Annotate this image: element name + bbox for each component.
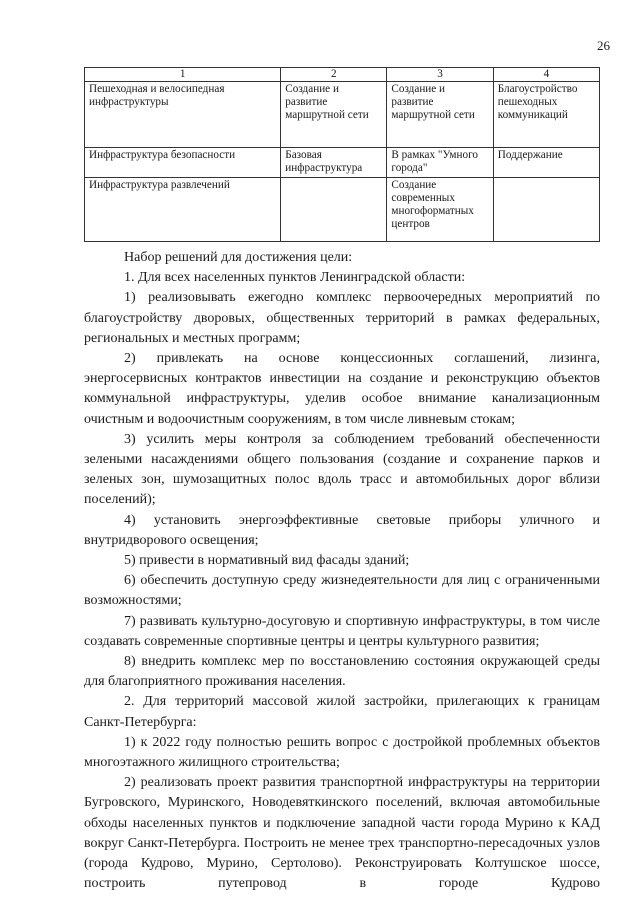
table-row xyxy=(85,148,600,178)
table-cell xyxy=(493,178,599,242)
paragraph: 6) обеспечить доступную среду жизнедеятельности для лиц с ограниченными возможностями; xyxy=(84,573,600,609)
paragraph: Набор решений для достижения цели: xyxy=(124,250,353,265)
table-header-cell: 1 xyxy=(85,68,281,82)
paragraph: 1) к 2022 году полностью решить вопрос с достройкой проблемных объектов многоэтажного жилищного строительства; xyxy=(84,734,600,771)
paragraph: 2) привлекать на основе концессионных соглашений, лизинга, энергосервисных контрактов инвестиции на создание и реконструкцию объектов коммунальной инфраструктуры, уделив особое внимание канализационным очистным и водоочистным сооружениям, в том числе ливневым стокам; xyxy=(84,351,600,427)
paragraph: 2. Для территорий массовой жилой застройки, прилегающих к границам Санкт-Петербурга: xyxy=(84,694,600,730)
table-cell: Создание современных многоформатных центров xyxy=(387,178,493,242)
paragraph: 2) реализовать проект развития транспортной инфраструктуры на территории Бугровского, Муринского, Новодевяткинского поселений, включая автомобильные обходы населенных пунктов и подключение западной части города Мурино к КАД вокруг Санкт-Петербурга. Построить не менее трех транспортно-пересадочных узлов (города Кудрово, Мурино, Сертолово). Реконструировать Колтушское шоссе, построить путепровод в городе Кудрово xyxy=(84,775,600,892)
table-cell: Инфраструктура развлечений xyxy=(85,178,281,242)
paragraph: 7) развивать культурно-досуговую и спортивную инфраструктуры, в том числе создавать современные спортивные центры и центры культурного развития; xyxy=(84,613,600,649)
table-row xyxy=(85,82,600,148)
paragraph: 1. Для всех населенных пунктов Ленинградской области: xyxy=(124,270,466,286)
table-header-cell: 4 xyxy=(493,68,599,82)
table-cell: Инфраструктура безопасности xyxy=(85,148,281,178)
table-header-row xyxy=(85,68,600,82)
table-cell: Поддержание xyxy=(493,148,599,178)
table-cell: Благоустройство пешеходных коммуникаций xyxy=(493,82,599,148)
infrastructure-table xyxy=(84,67,600,242)
table-header-cell: 3 xyxy=(387,68,493,82)
table-cell: Базовая инфраструктура xyxy=(281,148,387,178)
paragraph: 5) привести в нормативный вид фасады зданий; xyxy=(124,553,410,569)
table-header-cell: 2 xyxy=(281,68,387,82)
page-number: 26 xyxy=(597,38,610,53)
paragraph: 8) внедрить комплекс мер по восстановлению состояния окружающей среды для благоприятного проживания населения. xyxy=(84,654,600,690)
table-cell: Создание и развитие маршрутной сети xyxy=(281,82,387,148)
table-cell: В рамках "Умного города" xyxy=(387,148,493,178)
paragraph: 4) установить энергоэффективные световые приборы уличного и внутридворового освещения; xyxy=(84,512,600,548)
table-cell: Пешеходная и велосипедная инфраструктуры xyxy=(85,82,281,148)
paragraph: 3) усилить меры контроля за соблюдением требований обеспеченности зелеными насаждениями общего пользования (создание и сохранение парков и зеленых зон, шумозащитных полос вдоль трасс и автомобильных дорог вблизи поселений); xyxy=(84,431,600,508)
paragraph: 1) реализовывать ежегодно комплекс первоочередных мероприятий по благоустройству дворовых, общественных территорий в рамках федеральных, региональных и местных программ; xyxy=(84,290,600,346)
table-cell: Создание и развитие маршрутной сети xyxy=(387,82,493,148)
document-body xyxy=(84,248,600,895)
table-row xyxy=(85,178,600,242)
table-cell xyxy=(281,178,387,242)
